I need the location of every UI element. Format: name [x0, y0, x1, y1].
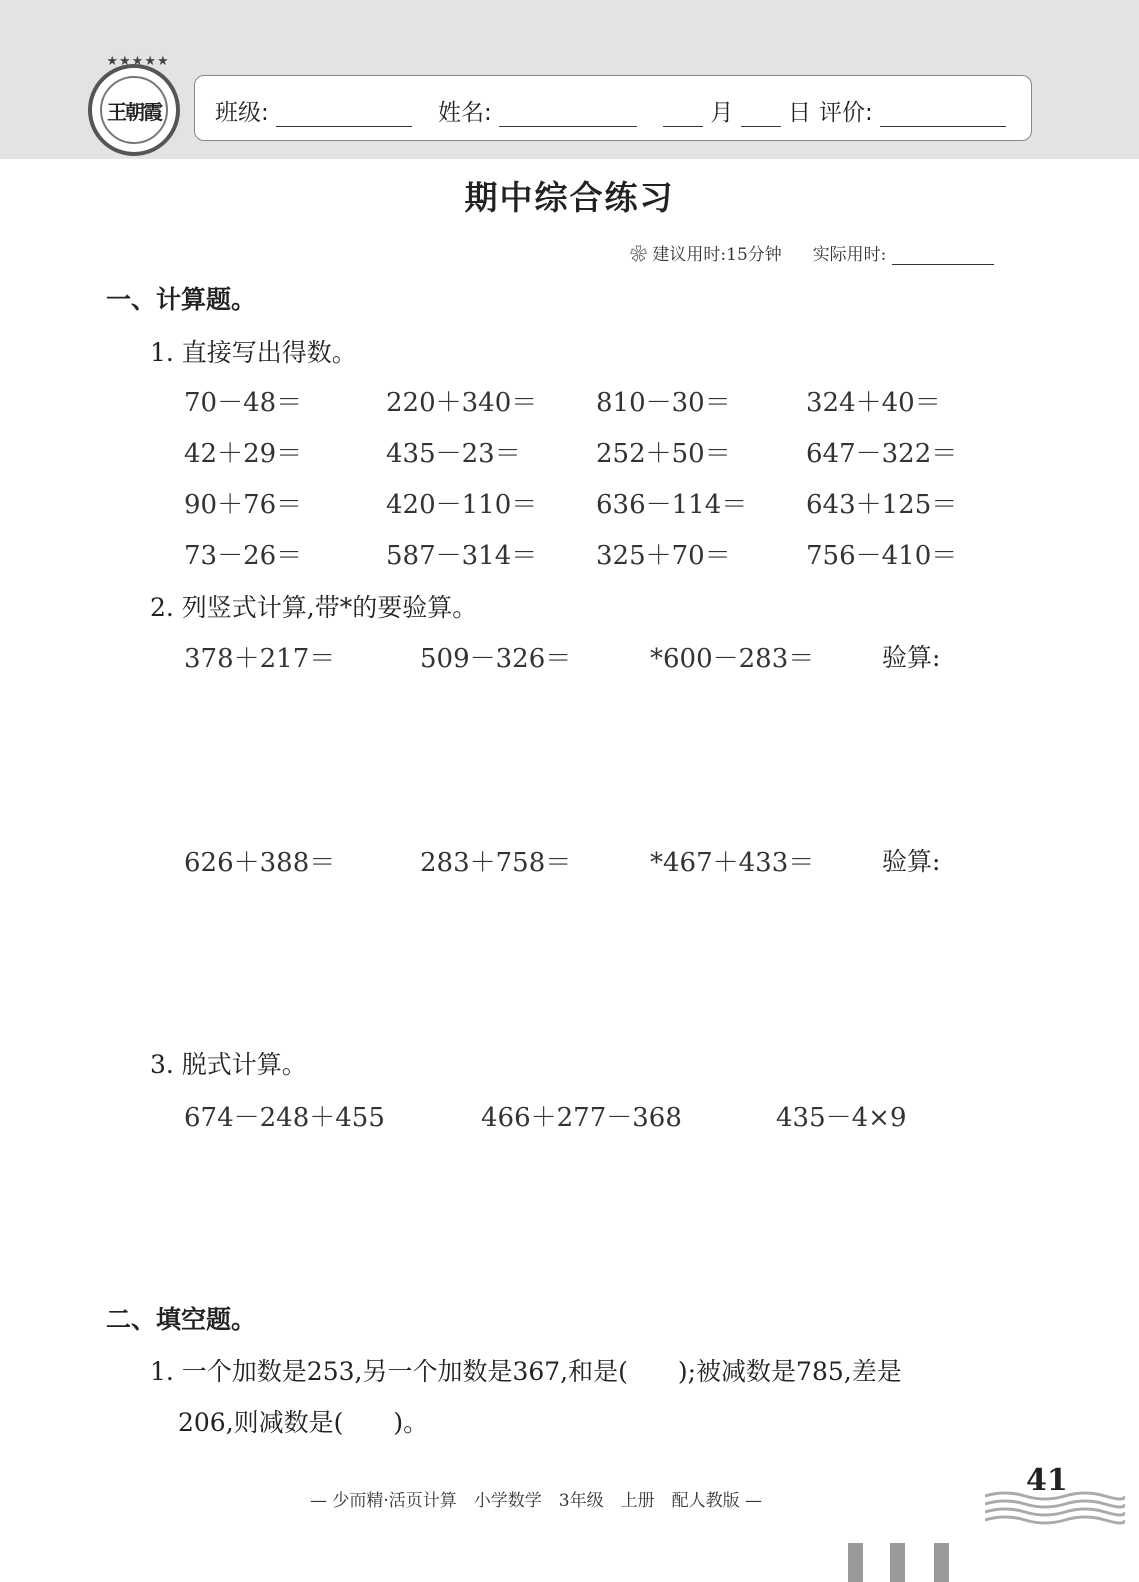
edge-tab-mark: [848, 1543, 863, 1582]
class-label: 班级:: [215, 100, 269, 126]
fill-question-line-1: 1. 一个加数是253,另一个加数是367,和是( );被减数是785,差是: [150, 1357, 902, 1386]
q3-item: 466＋277－368: [481, 1103, 682, 1133]
q2-item: *467＋433＝: [650, 848, 815, 878]
q3-label: 3. 脱式计算。: [150, 1050, 307, 1079]
logo-text: 王朝霞: [100, 76, 168, 144]
q1-item: 435－23＝: [386, 439, 521, 469]
q1-item: 420－110＝: [386, 490, 538, 520]
q1-item: 325＋70＝: [596, 541, 731, 571]
month-label: 月: [710, 100, 734, 126]
flower-icon: ❀: [630, 245, 647, 265]
q2-item: 509－326＝: [420, 644, 572, 674]
class-field[interactable]: [276, 100, 412, 127]
q1-item: 587－314＝: [386, 541, 538, 571]
check-label: 验算:: [882, 643, 941, 672]
brand-logo: [88, 54, 180, 156]
q1-item: 220＋340＝: [386, 388, 538, 418]
name-label: 姓名:: [438, 100, 492, 126]
page-number: 41: [1026, 1463, 1068, 1498]
rating-label: 评价:: [819, 100, 873, 126]
q2-item: *600－283＝: [650, 644, 815, 674]
q1-item: 252＋50＝: [596, 439, 731, 469]
fill-question-line-2: 206,则减数是( )。: [178, 1408, 429, 1437]
q1-item: 647－322＝: [806, 439, 958, 469]
q1-item: 70－48＝: [184, 388, 303, 418]
q1-item: 636－114＝: [596, 490, 748, 520]
actual-time-field[interactable]: [892, 246, 994, 265]
edge-tab-mark: [934, 1543, 949, 1582]
q3-item: 435－4×9: [776, 1103, 907, 1133]
q2-item: 378＋217＝: [184, 644, 336, 674]
q2-label: 2. 列竖式计算,带*的要验算。: [150, 593, 478, 622]
page-title: 期中综合练习: [464, 178, 675, 217]
day-field[interactable]: [741, 100, 781, 127]
q1-item: 42＋29＝: [184, 439, 303, 469]
time-line: [630, 240, 994, 265]
edge-tab-mark: [890, 1543, 905, 1582]
q1-item: 324＋40＝: [806, 388, 941, 418]
q2-item: 283＋758＝: [420, 848, 572, 878]
q1-item: 756－410＝: [806, 541, 958, 571]
section-2-heading: 二、填空题。: [106, 1305, 257, 1334]
q1-item: 643＋125＝: [806, 490, 958, 520]
student-info-box: [194, 75, 1032, 141]
day-label: 日: [787, 100, 811, 126]
suggested-time: 建议用时:15分钟: [652, 245, 782, 265]
check-label: 验算:: [882, 847, 941, 876]
q1-item: 73－26＝: [184, 541, 303, 571]
q1-item: 90＋76＝: [184, 490, 303, 520]
footer-text: — 少而精·活页计算 小学数学 3年级 上册 配人教版 —: [310, 1491, 763, 1511]
q1-item: 810－30＝: [596, 388, 731, 418]
actual-time-label: 实际用时:: [812, 245, 887, 265]
rating-field[interactable]: [880, 100, 1006, 127]
section-1-heading: 一、计算题。: [106, 285, 257, 314]
q2-item: 626＋388＝: [184, 848, 336, 878]
star-icons: ★★★★★: [106, 54, 170, 69]
name-field[interactable]: [499, 100, 637, 127]
q1-label: 1. 直接写出得数。: [150, 338, 357, 367]
q3-item: 674－248＋455: [184, 1103, 385, 1133]
month-field[interactable]: [663, 100, 703, 127]
